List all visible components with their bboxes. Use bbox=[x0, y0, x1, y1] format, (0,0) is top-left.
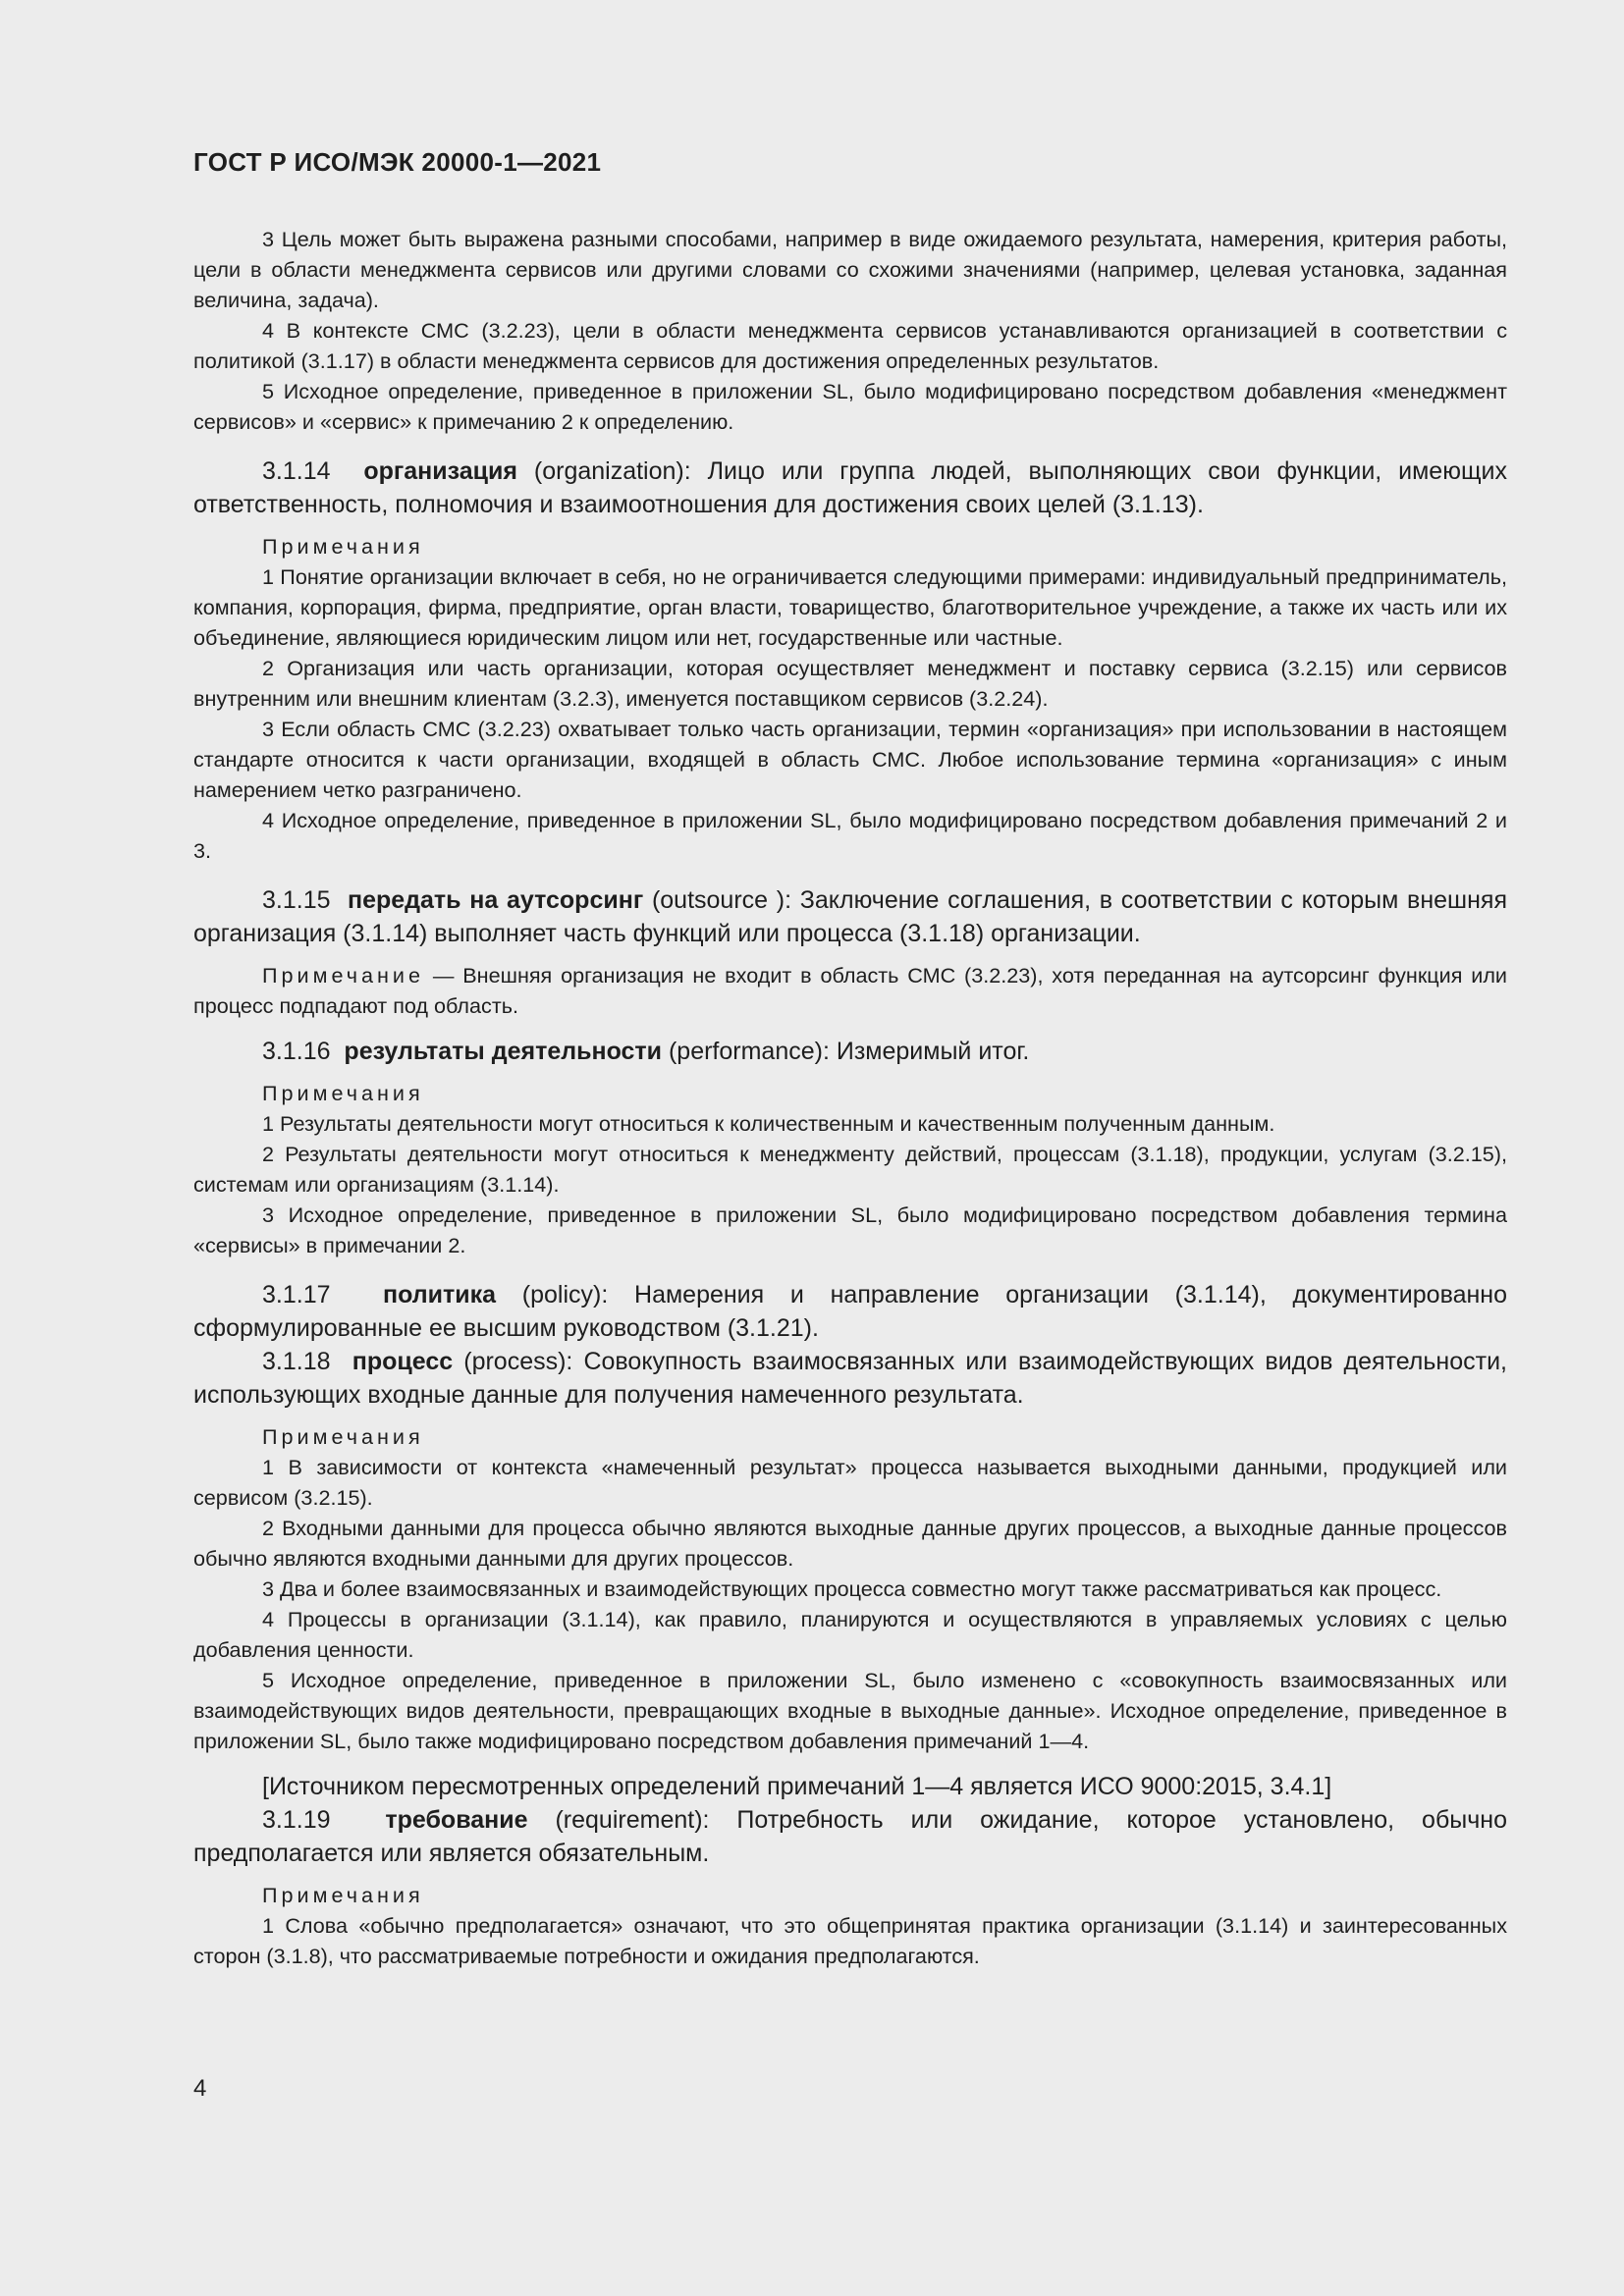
source-reference: [Источником пересмотренных определений примечаний 1—4 является ИСО 9000:2015, 3.4.1] bbox=[262, 1773, 1332, 1800]
term-definition: (process): Совокупность взаимосвязанных или взаимодействующих видов деятельности, использующих входные данные для получения намеченного результата. bbox=[193, 1348, 1507, 1409]
note-paragraph: 1 Результаты деятельности могут относиться к количественным и качественным полученным данным. bbox=[262, 1111, 1275, 1136]
term-title: результаты деятельности bbox=[344, 1038, 663, 1065]
term-number: 3.1.19 bbox=[262, 1806, 331, 1834]
note-paragraph: 3 Цель может быть выражена разными способами, например в виде ожидаемого результата, намерения, критерия работы, цели в области менеджмента сервисов или другими словами со схожими значениями (например, целевая установка, заданная величина, задача). bbox=[193, 227, 1507, 312]
note-paragraph: 3 Если область СМС (3.2.23) охватывает только часть организации, термин «организация» при использовании в настоящем стандарте относится к части организации, входящей в область СМС. Любое использование термина «организация» с иным намерением четко разграничено. bbox=[193, 717, 1507, 802]
note-paragraph: 4 Исходное определение, приведенное в приложении SL, было модифицировано посредством добавления примечаний 2 и 3. bbox=[193, 808, 1507, 863]
term-definition: (requirement): Потребность или ожидание, которое установлено, обычно предполагается или является обязательным. bbox=[193, 1806, 1507, 1867]
note-paragraph: 1 Понятие организации включает в себя, но не ограничивается следующими примерами: индивидуальный предприниматель, компания, корпорация, фирма, предприятие, орган власти, товарищество, благотворительное учреждение, а также их часть или их объединение, являющиеся юридическим лицом или нет, государственные или частные. bbox=[193, 564, 1507, 650]
term-number: 3.1.15 bbox=[262, 886, 331, 914]
notes-heading: Примечания bbox=[262, 534, 424, 559]
term-title: политика bbox=[383, 1281, 497, 1308]
note-paragraph: 1 В зависимости от контекста «намеченный результат» процесса называется выходными данными, продукцией или сервисом (3.2.15). bbox=[193, 1455, 1507, 1510]
term-3-1-15 bbox=[193, 883, 1507, 950]
page-content bbox=[193, 224, 1507, 1971]
note-paragraph: 5 Исходное определение, приведенное в приложении SL, было изменено с «совокупность взаимосвязанных или взаимодействующих видов деятельности, превращающих входные в выходные данные». Исходное определение, приведенное в приложении SL, было также модифицировано посредством добавления примечаний 1—4. bbox=[193, 1668, 1507, 1753]
term-definition: (outsource ): Заключение соглашения, в соответствии с которым внешняя организация (3.1.14) выполняет часть функций или процесса (3.1.18) организации. bbox=[193, 886, 1507, 947]
term-3-1-16 bbox=[193, 1035, 1507, 1068]
note-paragraph: 3 Исходное определение, приведенное в приложении SL, было модифицировано посредством добавления термина «сервисы» в примечании 2. bbox=[193, 1202, 1507, 1257]
term-number: 3.1.18 bbox=[262, 1348, 331, 1375]
note-paragraph: 5 Исходное определение, приведенное в приложении SL, было модифицировано посредством добавления «менеджмент сервисов» и «сервис» к примечанию 2 к определению. bbox=[193, 379, 1507, 434]
term-3-1-17 bbox=[193, 1278, 1507, 1345]
note-paragraph: 3 Два и более взаимосвязанных и взаимодействующих процесса совместно могут также рассматриваться как процесс. bbox=[262, 1576, 1442, 1601]
term-title: требование bbox=[385, 1806, 528, 1834]
term-number: 3.1.17 bbox=[262, 1281, 331, 1308]
note-prefix: Примечание bbox=[262, 963, 424, 988]
term-3-1-18 bbox=[193, 1345, 1507, 1412]
notes-heading: Примечания bbox=[262, 1883, 424, 1907]
term-title: организация bbox=[363, 457, 517, 485]
term-definition: (policy): Намерения и направление организации (3.1.14), документированно сформулированные ее высшим руководством (3.1.21). bbox=[193, 1281, 1507, 1342]
term-3-1-19 bbox=[193, 1803, 1507, 1870]
term-title: передать на аутсорсинг bbox=[347, 886, 644, 914]
note-paragraph: 4 В контексте СМС (3.2.23), цели в области менеджмента сервисов устанавливаются организацией в соответствии с политикой (3.1.17) в области менеджмента сервисов для достижения определенных результатов. bbox=[193, 318, 1507, 373]
note-paragraph: 2 Входными данными для процесса обычно являются выходные данные других процессов, а выходные данные процессов обычно являются входными данными для других процессов. bbox=[193, 1516, 1507, 1571]
term-number: 3.1.14 bbox=[262, 457, 331, 485]
note-paragraph: 2 Организация или часть организации, которая осуществляет менеджмент и поставку сервиса (3.2.15) или сервисов внутренним или внешним клиентам (3.2.3), именуется поставщиком сервисов (3.2.24). bbox=[193, 656, 1507, 711]
note-paragraph: 1 Слова «обычно предполагается» означают, что это общепринятая практика организации (3.1.14) и заинтересованных сторон (3.1.8), что рассматриваемые потребности и ожидания предполагаются. bbox=[193, 1913, 1507, 1968]
note-text: — Внешняя организация не входит в область СМС (3.2.23), хотя переданная на аутсорсинг функция или процесс подпадают под область. bbox=[193, 963, 1507, 1018]
term-3-1-14 bbox=[193, 454, 1507, 521]
term-title: процесс bbox=[352, 1348, 454, 1375]
note-paragraph: 2 Результаты деятельности могут относиться к менеджменту действий, процессам (3.1.18), продукции, услугам (3.2.15), системам или организациям (3.1.14). bbox=[193, 1142, 1507, 1197]
term-number: 3.1.16 bbox=[262, 1038, 331, 1065]
notes-heading: Примечания bbox=[262, 1424, 424, 1449]
note-single bbox=[193, 960, 1507, 1021]
term-definition: (performance): Измеримый итог. bbox=[662, 1038, 1030, 1065]
page-number: 4 bbox=[193, 2075, 207, 2102]
notes-heading: Примечания bbox=[262, 1081, 424, 1105]
note-paragraph: 4 Процессы в организации (3.1.14), как правило, планируются и осуществляются в управляемых условиях с целью добавления ценности. bbox=[193, 1607, 1507, 1662]
document-header: ГОСТ Р ИСО/МЭК 20000-1—2021 bbox=[193, 147, 602, 177]
term-definition: (organization): Лицо или группа людей, выполняющих свои функции, имеющих ответственность, полномочия и взаимоотношения для достижения своих целей (3.1.13). bbox=[193, 457, 1507, 518]
